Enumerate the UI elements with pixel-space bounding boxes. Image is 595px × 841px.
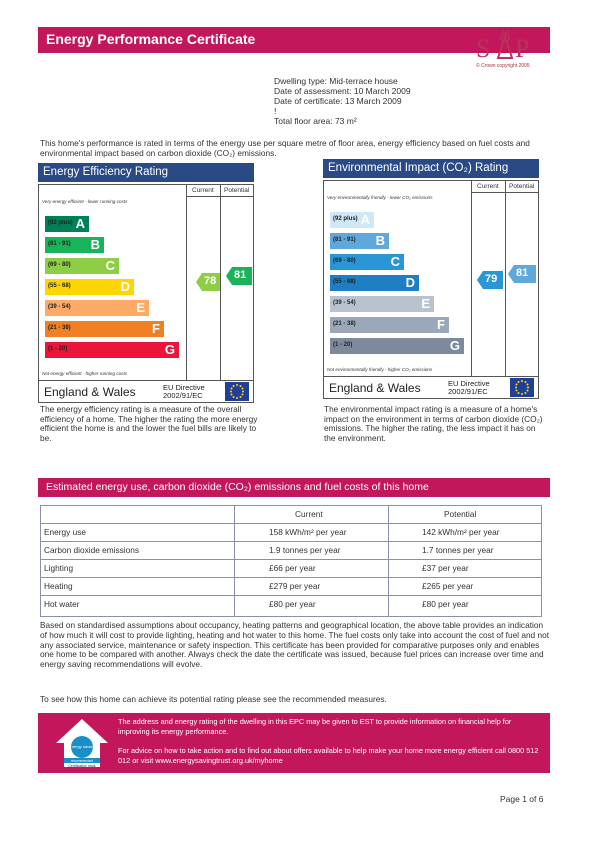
efficiency-chart (38, 184, 254, 403)
band-letter: C (105, 258, 115, 273)
current-rating-value: 78 (204, 275, 217, 287)
logo-bottom-text: Certification mark (68, 764, 96, 768)
band-range: (81 - 91) (48, 241, 71, 247)
band-letter: D (120, 279, 130, 294)
band-range: (55 - 68) (48, 283, 71, 289)
band-letter: A (75, 216, 85, 231)
band-letter: E (136, 300, 145, 315)
bottom-note: Not energy efficient - higher running costs (42, 371, 128, 376)
band-d (330, 275, 419, 291)
assumptions-text: Based on standardised assumptions about occupancy, heating patterns and geographical location, the above table provides an indication of how much it will cost to provide lighting, heating and hot water to this home. The fuel costs only take into account the cost of fuel and not any associated service, maintenance or safety inspection. This certificate has been provided for comparative purposes only and enables one home to be compared with another. Always check the date the certificate was issued, because fuel prices can increase over time and energy saving recommendations will evolve. (40, 620, 550, 670)
cell-current: 158 kWh/m² per year (269, 527, 347, 537)
table-row (41, 524, 541, 542)
band-f (330, 317, 449, 333)
table-header-row (41, 506, 541, 524)
efficiency-title: Energy Efficiency Rating (43, 166, 169, 178)
energy-efficiency-panel (38, 163, 254, 403)
current-header: Current (477, 183, 499, 190)
footer-bar (38, 713, 550, 773)
assessment-date: Date of assessment: 10 March 2009 (274, 86, 411, 96)
cell-potential: 1.7 tonnes per year (422, 545, 494, 555)
environment-chart (323, 180, 539, 399)
estimates-title-bar (38, 478, 550, 497)
band-letter: B (90, 237, 100, 252)
environmental-impact-panel (323, 159, 539, 399)
cost-table (40, 505, 542, 617)
band-range: (39 - 54) (333, 300, 356, 306)
band-letter: F (437, 317, 445, 332)
band-range: (39 - 54) (48, 304, 71, 310)
dwelling-type: Dwelling type: Mid-terrace house (274, 76, 398, 86)
logo-top-text: energy saving (69, 744, 95, 749)
band-b (45, 237, 104, 253)
cell-potential: £80 per year (422, 599, 469, 609)
svg-text:S: S (476, 34, 491, 63)
cell-current: £279 per year (269, 581, 321, 591)
directive-label: EU Directive 2002/91/EC (448, 379, 490, 396)
band-a (45, 216, 89, 232)
band-range: (69 - 80) (333, 258, 356, 264)
eu-flag-icon (225, 382, 249, 401)
bottom-note: Not environmentally friendly - higher CO₂ emissions (327, 367, 433, 372)
band-d (45, 279, 134, 295)
potential-rating-value: 81 (234, 269, 247, 281)
eu-flag-icon (510, 378, 534, 397)
potential-header: Potential (224, 187, 250, 194)
cell-label: Heating (44, 581, 73, 591)
band-c (45, 258, 119, 274)
band-letter: A (360, 212, 370, 227)
efficiency-title-bar (38, 163, 254, 182)
floor-area: Total floor area: 73 m² (274, 116, 357, 126)
cell-potential: 142 kWh/m² per year (422, 527, 500, 537)
page-number: Page 1 of 6 (500, 794, 544, 804)
cell-potential: £37 per year (422, 563, 469, 573)
cell-potential: £265 per year (422, 581, 474, 591)
current-rating-arrow (196, 273, 220, 291)
band-letter: B (375, 233, 385, 248)
environment-description: The environmental impact rating is a measure of a home's impact on the environment in terms of carbon dioxide (CO₂) emissions. The higher the rating, the less impact it has on the environment. (324, 404, 543, 443)
potential-rating-arrow (508, 265, 536, 283)
cell-label: Hot water (44, 599, 80, 609)
current-rating-arrow (477, 271, 503, 289)
band-letter: G (164, 342, 175, 357)
environment-title: Environmental Impact (CO₂) Rating (328, 162, 509, 174)
cell-current: £66 per year (269, 563, 316, 573)
top-note: Very environmentally friendly - lower CO₂ emissions (327, 195, 433, 200)
environment-title-bar (323, 159, 539, 178)
estimates-title: Estimated energy use, carbon dioxide (CO₂) emissions and fuel costs of this home (46, 481, 429, 493)
band-range: (81 - 91) (333, 237, 356, 243)
table-row (41, 578, 541, 596)
band-letter: D (405, 275, 415, 290)
band-letter: G (449, 338, 460, 353)
band-range: (55 - 68) (333, 279, 356, 285)
see-measures-text: To see how this home can achieve its potential rating please see the recommended measures. (40, 694, 387, 704)
current-header: Current (192, 187, 214, 194)
band-range: (21 - 38) (48, 325, 71, 331)
band-e (330, 296, 434, 312)
table-row (41, 596, 541, 614)
band-letter: C (390, 254, 400, 269)
directive-label: EU Directive 2002/91/EC (163, 383, 205, 400)
band-g (330, 338, 464, 354)
cell-current: 1.9 tonnes per year (269, 545, 341, 555)
table-row (41, 542, 541, 560)
band-f (45, 321, 164, 337)
cell-label: Energy use (44, 527, 86, 537)
page-title: Energy Performance Certificate (46, 31, 256, 47)
stray-mark: ! (274, 106, 277, 116)
region-label: England & Wales (44, 385, 136, 399)
band-letter: F (152, 321, 160, 336)
band-range: (92 plus) (48, 220, 73, 226)
cell-current: £80 per year (269, 599, 316, 609)
band-e (45, 300, 149, 316)
band-c (330, 254, 404, 270)
footer-info-text: The address and energy rating of the dwelling in this EPC may be given to EST to provide information on financial help for improving its energy performance. (118, 717, 512, 736)
copyright-text: © Crown copyright 2005 (476, 63, 530, 69)
cell-label: Lighting (44, 563, 74, 573)
band-a (330, 212, 374, 228)
potential-rating-arrow (226, 267, 252, 285)
intro-text: This home's performance is rated in terms of the energy use per square metre of floor area, energy efficiency based on fuel costs and environmental impact based on carbon dioxide (CO₂) emissions. (40, 138, 530, 158)
energy-saving-logo-icon (54, 717, 110, 769)
current-rating-value: 79 (485, 273, 498, 285)
cell-label: Carbon dioxide emissions (44, 545, 140, 555)
band-range: (1 - 20) (48, 346, 68, 352)
potential-rating-value: 81 (516, 267, 529, 279)
table-row (41, 560, 541, 578)
efficiency-description: The energy efficiency rating is a measure of the overall efficiency of a home. The higher the rating the more energy efficient the home is and the lower the fuel bills are likely to be. (40, 404, 258, 443)
svg-text:P: P (515, 34, 530, 63)
footer-advice-text: For advice on how to take action and to find out about offers available to help make your home more energy efficient call 0800 512 012 or visit www.energysavingtrust.org.uk/myhome (118, 746, 539, 765)
band-letter: E (421, 296, 430, 311)
band-range: (92 plus) (333, 216, 358, 222)
band-range: (1 - 20) (333, 342, 353, 348)
band-g (45, 342, 179, 358)
col-current-header: Current (295, 509, 323, 519)
logo-mid-text: recommended (70, 759, 94, 763)
region-label: England & Wales (329, 381, 421, 395)
certificate-date: Date of certificate: 13 March 2009 (274, 96, 402, 106)
dwelling-info (274, 76, 411, 126)
col-potential-header: Potential (444, 509, 477, 519)
potential-header: Potential (509, 183, 535, 190)
top-note: Very energy efficient - lower running costs (42, 199, 128, 204)
band-range: (21 - 38) (333, 321, 356, 327)
band-b (330, 233, 389, 249)
band-range: (69 - 80) (48, 262, 71, 268)
